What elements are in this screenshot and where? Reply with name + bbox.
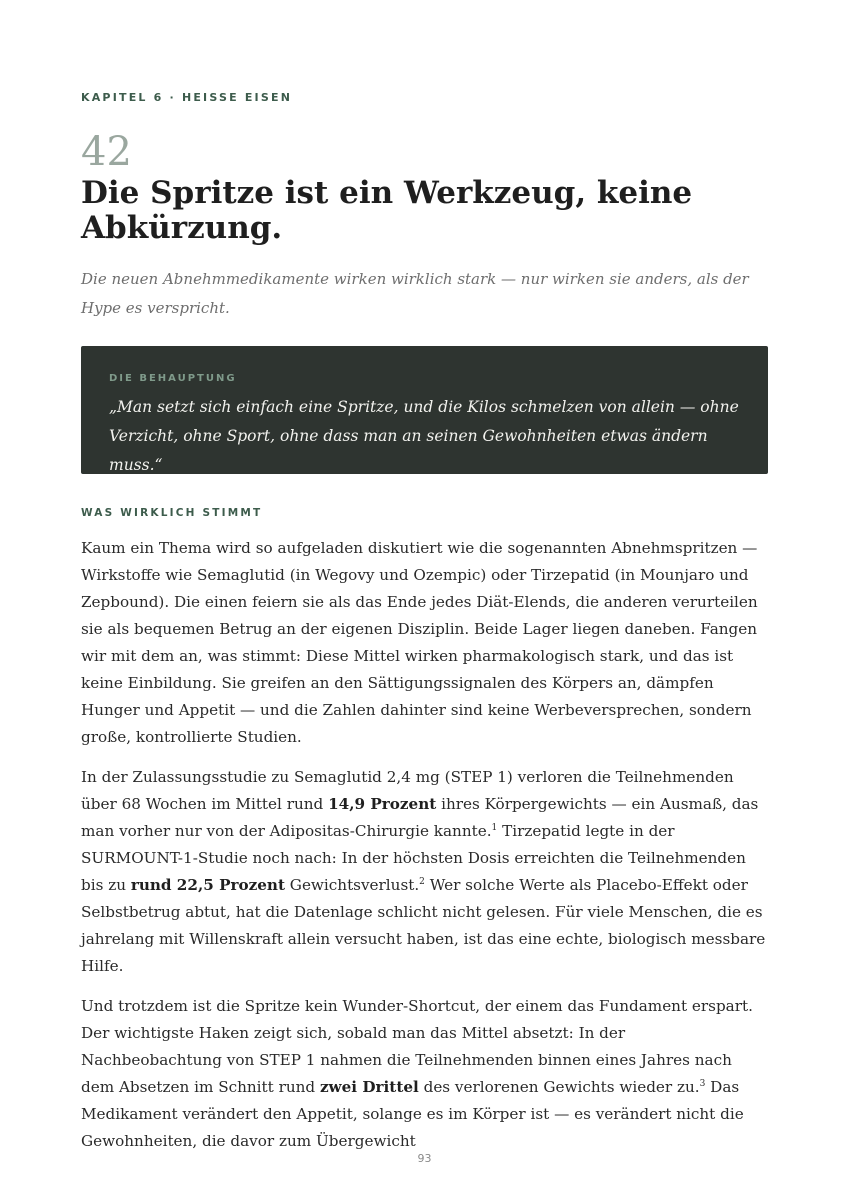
- section-heading: WAS WIRKLICH STIMMT: [81, 507, 263, 519]
- page-subtitle: Die neuen Abnehmmedikamente wirken wirklich stark — nur wirken sie anders, als der Hype es verspricht.: [81, 270, 749, 317]
- text-run: Gewichtsverlust.: [284, 876, 420, 894]
- text-run: Wer solche Werte als Placebo-Effekt oder Selbstbetrug abtut, hat die Datenlage schlicht nicht gelesen. Für viele Menschen, die es jahrelang mit Willenskraft allein versucht haben, ist das eine echte, biologisch messbare Hilfe.: [81, 876, 766, 975]
- page-number: 93: [417, 1152, 432, 1165]
- text-run: Und trotzdem ist die Spritze kein Wunder-Shortcut, der einem das Fundament erspart. Der wichtigste Haken zeigt sich, sobald man das Mittel absetzt: In der Nachbeobachtung von STEP 1 nahmen die Teilnehmenden binnen eines Jahres nach dem Absetzen im Schnitt rund: [81, 997, 753, 1096]
- claim-label: DIE BEHAUPTUNG: [109, 373, 237, 384]
- footnote-ref-3[interactable]: 3: [699, 1078, 706, 1089]
- footnote-ref-1[interactable]: 1: [491, 822, 498, 833]
- paragraph-1: Kaum ein Thema wird so aufgeladen diskutiert wie die sogenannten Abnehmspritzen — Wirkstoffe wie Semaglutid (in Wegovy und Ozempic) oder Tirzepatid (in Mounjaro und Zepbound). Die einen feiern sie als das Ende jedes Diät-Elends, die anderen verurteilen sie als bequemen Betrug an der eigenen Disziplin. Beide Lager liegen daneben. Fangen wir mit dem an, was stimmt: Diese Mittel wirken pharmakologisch stark, und das ist keine Einbildung. Sie greifen an den Sättigungssignalen des Körpers an, dämpfen Hunger und Appetit — und die Zahlen dahinter sind keine Werbeversprechen, sondern große, kontrollierte Studien.: [81, 539, 758, 746]
- footnote-ref-2[interactable]: 2: [419, 876, 425, 887]
- text-run: In der Zulassungsstudie zu Semaglutid 2,4 mg (STEP 1) verloren die Teilnehmenden über 68 Wochen im Mittel rund: [81, 768, 734, 813]
- text-run: Das Medikament verändert den Appetit, solange es im Körper ist — es verändert nicht die Gewohnheiten, die davor zum Übergewicht: [81, 1078, 744, 1150]
- paragraph-2: [81, 764, 768, 980]
- bold-figure: 14,9 Prozent: [328, 795, 437, 813]
- chapter-number: 42: [81, 129, 132, 175]
- body-text: [81, 535, 768, 1168]
- page-title: Die Spritze ist ein Werkzeug, keine Abkürzung.: [81, 175, 693, 246]
- bold-figure: zwei Drittel: [319, 1078, 419, 1096]
- text-run: Tirzepatid legte in der SURMOUNT-1-Studie noch nach: In der höchsten Dosis erreichten die Teilnehmenden bis zu: [81, 822, 746, 894]
- paragraph-3: [81, 993, 768, 1155]
- chapter-kicker: KAPITEL 6 · HEISSE EISEN: [81, 91, 293, 104]
- claim-quote: „Man setzt sich einfach eine Spritze, und die Kilos schmelzen von allein — ohne Verzicht, ohne Sport, ohne dass man an seinen Gewohnheiten etwas ändern muss.“: [109, 398, 739, 474]
- bold-figure: rund 22,5 Prozent: [130, 876, 285, 894]
- text-run: des verlorenen Gewichts wieder zu.: [418, 1078, 700, 1096]
- text-run: ihres Körpergewichts — ein Ausmaß, das man vorher nur von der Adipositas-Chirurgie kannte.: [81, 795, 759, 840]
- claim-box: [81, 346, 768, 474]
